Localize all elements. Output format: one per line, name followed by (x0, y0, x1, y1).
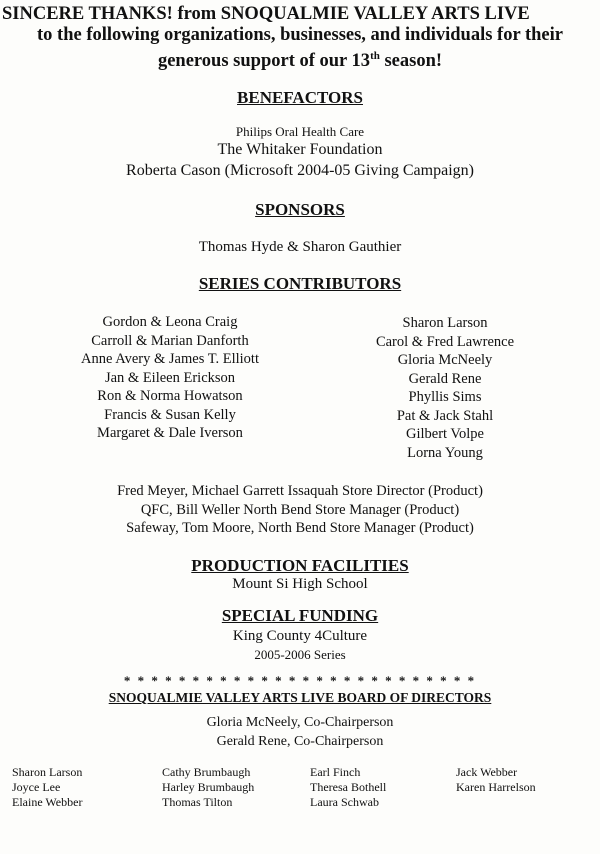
header-line-3-sup: th (370, 50, 380, 62)
benefactor-name: Philips Oral Health Care (235, 124, 365, 139)
contributor-name: Jan & Eileen Erickson (104, 369, 236, 386)
benefactor-name: Roberta Cason (Microsoft 2004-05 Giving Campaign) (126, 162, 474, 179)
contributor-name: Phyllis Sims (408, 389, 482, 405)
contributor-name: Anne Avery & James T. Elliott (80, 351, 259, 367)
contributor-name: Carol & Fred Lawrence (375, 333, 515, 350)
production-facilities-heading: PRODUCTION FACILITIES (191, 556, 409, 575)
benefactor-name: The Whitaker Foundation (217, 141, 383, 158)
board-member: Sharon Larson (12, 765, 83, 779)
board-heading: SNOQUALMIE VALLEY ARTS LIVE BOARD OF DIRECTORS (108, 690, 492, 705)
board-column-3 (310, 765, 386, 810)
special-funding-heading: SPECIAL FUNDING (221, 606, 379, 625)
board-chair: Gerald Rene, Co-Chairperson (216, 733, 384, 749)
contributor-name: Francis & Susan Kelly (104, 406, 236, 423)
contributor-name: Sharon Larson (402, 315, 488, 331)
sponsors-heading: SPONSORS (255, 200, 345, 219)
contributor-name: Lorna Young (407, 444, 483, 461)
page-header (0, 4, 600, 72)
funding-note: 2005-2006 Series (254, 647, 346, 662)
header-line-3-prefix: generous support of our 13 (157, 51, 371, 72)
board-member: Laura Schwab (310, 795, 379, 809)
header-line-3 (0, 46, 600, 72)
contributor-name: Margaret & Dale Iverson (97, 425, 243, 441)
header-line-1: SINCERE THANKS! from SNOQUALMIE VALLEY ARTS LIVE (2, 4, 530, 24)
contributor-name: Gloria McNeely (397, 352, 493, 368)
board-member: Karen Harrelson (456, 780, 536, 794)
contributor-name: Carroll & Marian Danforth (91, 332, 249, 349)
board-member: Joyce Lee (12, 780, 61, 794)
header-line-2: to the following organizations, businesses, and individuals for their (37, 25, 563, 45)
board-chair: Gloria McNeely, Co-Chairperson (206, 715, 394, 730)
sponsor-name: Thomas Hyde & Sharon Gauthier (198, 239, 402, 255)
contributors-left-column (40, 313, 300, 443)
board-member: Elaine Webber (12, 795, 83, 809)
star-divider: * * * * * * * * * * * * * * * * * * * * * * * * * * (123, 673, 477, 688)
benefactors-heading: BENEFACTORS (237, 88, 363, 107)
board-column-4 (456, 765, 536, 795)
contributor-name: Pat & Jack Stahl (396, 407, 494, 424)
board-member: Thomas Tilton (162, 795, 233, 809)
board-member: Cathy Brumbaugh (162, 765, 251, 779)
header-line-3-suffix: season! (379, 51, 443, 72)
board-column-1 (12, 765, 82, 810)
series-contributors-heading: SERIES CONTRIBUTORS (198, 274, 402, 293)
board-member: Theresa Bothell (310, 780, 387, 794)
board-chairs (0, 714, 600, 751)
funding-name: King County 4Culture (232, 628, 368, 644)
board-member: Harley Brumbaugh (162, 780, 255, 794)
contributor-name: Gilbert Volpe (405, 426, 484, 442)
product-donor: QFC, Bill Weller North Bend Store Manager (Product) (140, 501, 460, 518)
facility-name: Mount Si High School (232, 576, 368, 592)
board-column-2 (162, 765, 254, 810)
contributor-name: Gerald Rene (408, 370, 482, 387)
product-donors (0, 482, 600, 538)
board-member: Earl Finch (310, 765, 361, 779)
contributor-name: Gordon & Leona Craig (102, 314, 238, 330)
product-donor: Fred Meyer, Michael Garrett Issaquah Store Director (Product) (117, 483, 483, 499)
contributors-right-column (340, 314, 550, 462)
contributor-name: Ron & Norma Howatson (97, 388, 243, 404)
product-donor: Safeway, Tom Moore, North Bend Store Manager (Product) (126, 520, 474, 536)
board-member: Jack Webber (456, 765, 518, 779)
